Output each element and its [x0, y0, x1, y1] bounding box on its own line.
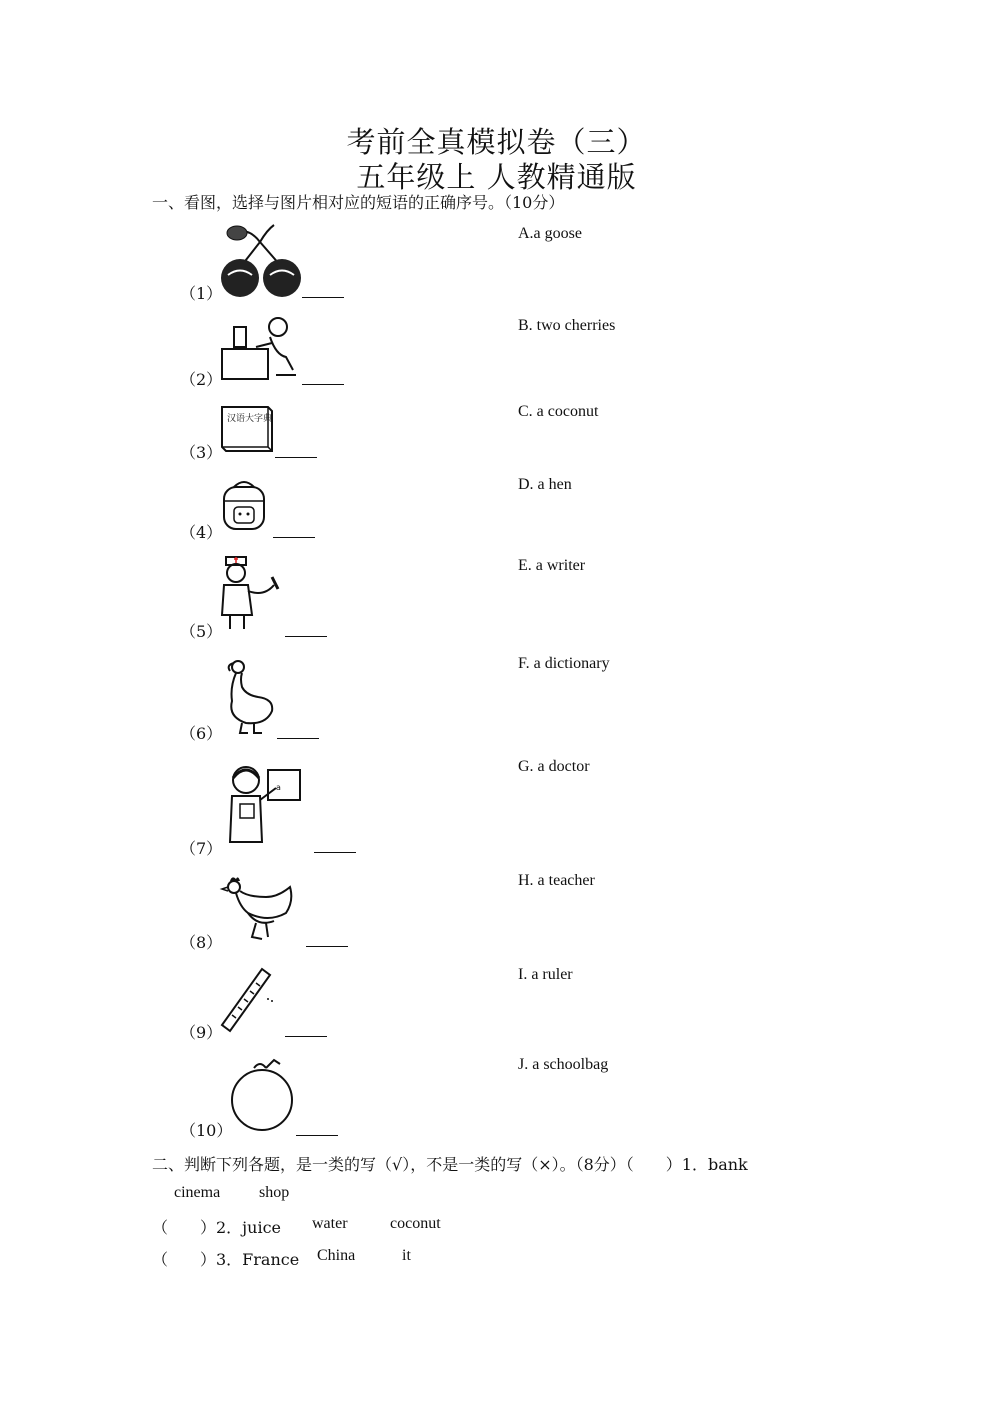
- q1-word: cinema: [174, 1184, 221, 1201]
- svg-text:汉语大字典: 汉语大字典: [227, 414, 273, 424]
- item-number: （6）: [180, 724, 223, 743]
- option-f: F. a dictionary: [518, 655, 610, 672]
- goose-icon: [220, 657, 278, 737]
- item-number: （2）: [180, 370, 223, 389]
- ruler-icon: [218, 965, 280, 1035]
- page-subtitle: 五年级上 人教精通版: [356, 160, 637, 194]
- answer-blank[interactable]: [275, 457, 317, 459]
- option-d: D. a hen: [518, 476, 572, 493]
- answer-blank[interactable]: [273, 537, 315, 539]
- q2-word: water: [312, 1215, 348, 1232]
- option-i: I. a ruler: [518, 966, 573, 983]
- option-h: H. a teacher: [518, 872, 595, 889]
- option-a: A.a goose: [518, 225, 582, 242]
- section1-instruction: 一、看图，选择与图片相对应的短语的正确序号。（10分）: [152, 193, 565, 212]
- option-g: G. a doctor: [518, 758, 590, 775]
- answer-blank[interactable]: [306, 946, 348, 948]
- item-number: （10）: [180, 1121, 233, 1140]
- writer-icon: [218, 315, 300, 383]
- answer-blank[interactable]: [277, 738, 319, 740]
- answer-blank[interactable]: [296, 1135, 338, 1137]
- cherries-icon: [212, 220, 307, 300]
- hen-icon: [218, 873, 298, 943]
- answer-blank[interactable]: [285, 1036, 327, 1038]
- item-number: （7）: [180, 839, 223, 858]
- section2-instruction: 二、判断下列各题，是一类的写（√），不是一类的写（×）。（8分）（ ）1．bank: [152, 1155, 748, 1174]
- q2-word: coconut: [390, 1215, 441, 1232]
- q1-word: shop: [259, 1184, 290, 1201]
- item-number: （1）: [180, 284, 223, 303]
- item-number: （4）: [180, 523, 223, 542]
- option-e: E. a writer: [518, 557, 586, 574]
- answer-blank[interactable]: [285, 636, 327, 638]
- doctor-icon: [218, 555, 282, 633]
- item-number: （8）: [180, 933, 223, 952]
- q3-word: it: [402, 1247, 411, 1264]
- q3-prefix: （ ）3．France: [152, 1250, 300, 1269]
- teacher-icon: [224, 760, 304, 850]
- coconut-icon: [226, 1056, 298, 1134]
- answer-blank[interactable]: [302, 384, 344, 386]
- dictionary-icon: [218, 403, 276, 455]
- svg-text:a: a: [276, 783, 281, 792]
- option-j: J. a schoolbag: [518, 1056, 609, 1073]
- q2-prefix: （ ）2．juice: [152, 1218, 281, 1237]
- option-b: B. two cherries: [518, 317, 616, 334]
- schoolbag-icon: [218, 477, 270, 533]
- item-number: （9）: [180, 1023, 223, 1042]
- option-c: C. a coconut: [518, 403, 599, 420]
- answer-blank[interactable]: [314, 852, 356, 854]
- item-number: （5）: [180, 622, 223, 641]
- answer-blank[interactable]: [302, 297, 344, 299]
- item-number: （3）: [180, 443, 223, 462]
- page-title: 考前全真模拟卷（三）: [346, 125, 647, 159]
- q3-word: China: [317, 1247, 356, 1264]
